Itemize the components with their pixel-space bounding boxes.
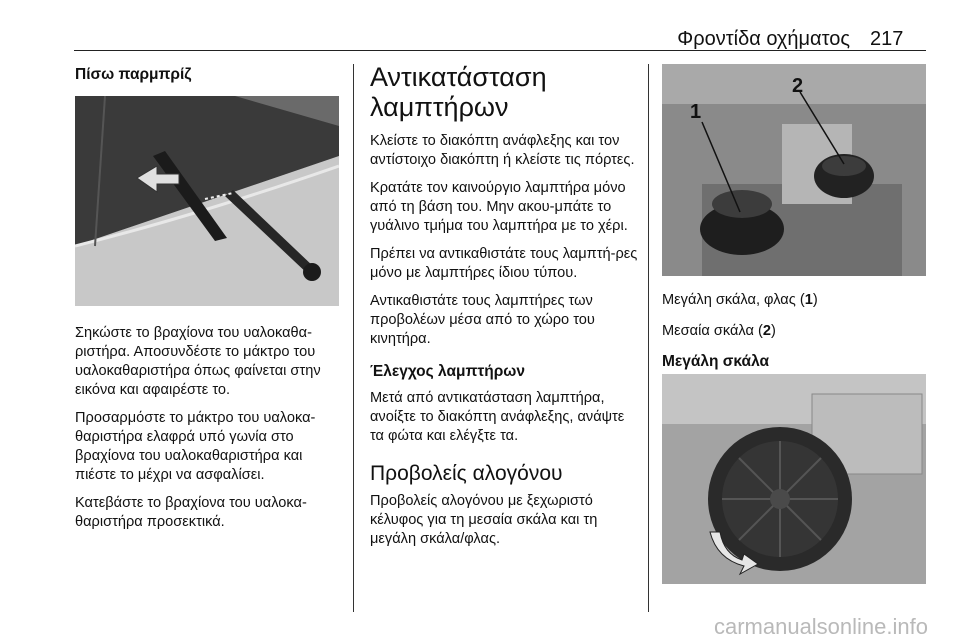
instruction-paragraph: Αντικαθιστάτε τους λαμπτήρες των προβολέων μέσα από το χώρο του κινητήρα.: [370, 293, 595, 347]
column-bulb-replacement: [370, 62, 640, 558]
instruction-paragraph: Κρατάτε τον καινούργιο λαμπτήρα μόνο από τη βάση του. Μην ακου-μπάτε το γυάλινο τμήμα του λαμπτήρα με το χέρι.: [370, 180, 628, 234]
column-rear-window: [75, 66, 343, 84]
header-divider: [74, 50, 926, 51]
caption-number: 2: [762, 323, 771, 339]
high-beam-cover-illustration: [662, 374, 926, 584]
instruction-paragraph: Κατεβάστε το βραχίονα του υαλοκα-θαριστήρα προσεκτικά.: [75, 495, 307, 530]
wiper-illustration: [75, 96, 339, 306]
instruction-paragraph: Πρέπει να αντικαθιστάτε τους λαμπτή-ρες μόνο με λαμπτήρες ίδιου τύπου.: [370, 246, 638, 281]
instruction-paragraph: Κλείστε το διακόπτη ανάφλεξης και τον αντίστοιχο διακόπτη ή κλείστε τις πόρτες.: [370, 133, 635, 168]
headlamp-covers-illustration: [662, 64, 926, 276]
section-title: Αντικατάσταση λαμπτήρων: [370, 62, 547, 122]
page-number: 217: [870, 28, 904, 50]
section-title: Προβολείς αλογόνου: [370, 462, 563, 485]
caption-text: ): [812, 292, 818, 308]
column-divider: [353, 64, 354, 612]
instruction-paragraph: Μετά από αντικατάσταση λαμπτήρα, ανοίξτε το διακόπτη ανάφλεξης, ανάψτε τα φώτα και ελέγξτε τα.: [370, 390, 625, 444]
column-divider: [648, 64, 649, 612]
instruction-paragraph: Προσαρμόστε το μάκτρο του υαλοκα-θαριστήρα ελαφρά υπό γωνία στο βραχίονα του υαλοκαθαριστήρα και πιέστε το μέχρι να ασφαλίσει.: [75, 410, 316, 483]
instruction-paragraph: Σηκώστε το βραχίονα του υαλοκαθα-ριστήρα. Αποσυνδέστε το μάκτρο του υαλοκαθαριστήρα όπως φαίνεται στην εικόνα και αφαιρέστε το.: [75, 325, 321, 398]
figure-caption: [662, 291, 926, 310]
instruction-paragraph: Προβολείς αλογόνου με ξεχωριστό κέλυφος για τη μεσαία σκάλα και τη μεγάλη σκάλα/φλας.: [370, 493, 598, 547]
subsection-heading: Έλεγχος λαμπτήρων: [370, 363, 526, 380]
figure-callout-label: 2: [792, 75, 804, 97]
figure-callout-label: 1: [690, 101, 702, 123]
caption-number: 1: [804, 292, 813, 308]
section-heading: Μεγάλη σκάλα: [662, 353, 770, 370]
column-headlamp-captions: [662, 291, 926, 371]
caption-text: ): [770, 323, 776, 339]
section-heading: Πίσω παρμπρίζ: [75, 66, 192, 83]
watermark: carmanualsonline.info: [713, 614, 928, 639]
caption-text: Μεσαία σκάλα (: [662, 323, 763, 339]
figure-caption: [662, 322, 926, 341]
page-header-title: Φροντίδα οχήματος: [677, 28, 850, 50]
column-rear-window-text: [75, 324, 345, 541]
caption-text: Μεγάλη σκάλα, φλας (: [662, 292, 805, 308]
